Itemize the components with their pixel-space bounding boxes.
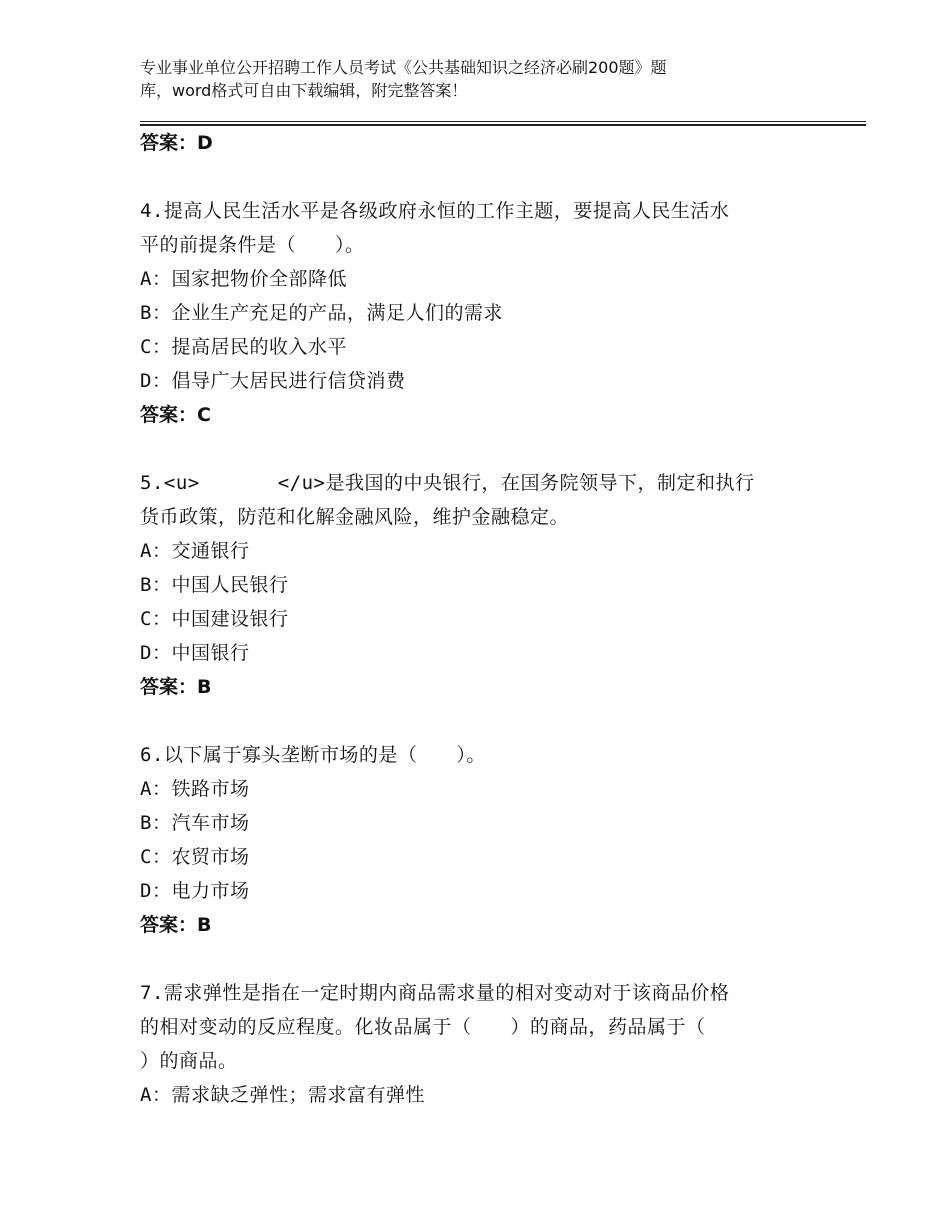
question-text: 的相对变动的反应程度。化妆品属于（ ）的商品，药品属于（: [140, 1016, 706, 1038]
question-text: 6.以下属于寡头垄断市场的是（ ）。: [140, 744, 486, 766]
option-a: A：国家把物价全部降低: [140, 268, 347, 290]
option-b: B：汽车市场: [140, 812, 250, 834]
document-body: [140, 126, 840, 1112]
option-d: D：中国银行: [140, 642, 250, 664]
question-4: [140, 194, 840, 432]
option-d: D：倡导广大居民进行信贷消费: [140, 370, 406, 392]
question-6: [140, 738, 840, 942]
option-a: A：铁路市场: [140, 778, 250, 800]
option-a: A：需求缺乏弹性；需求富有弹性: [140, 1084, 425, 1106]
answer-previous: 答案：D: [140, 132, 213, 154]
option-a: A：交通银行: [140, 540, 250, 562]
option-b: B：企业生产充足的产品，满足人们的需求: [140, 302, 503, 324]
option-c: C：农贸市场: [140, 846, 250, 868]
spacer: [140, 160, 840, 194]
question-text: 货币政策，防范和化解金融风险，维护金融稳定。: [140, 506, 570, 528]
header-divider-thin: [140, 121, 866, 122]
question-text: ）的商品。: [140, 1050, 238, 1072]
option-d: D：电力市场: [140, 880, 250, 902]
header-line-1: 专业事业单位公开招聘工作人员考试《公共基础知识之经济必刷200题》题: [140, 58, 667, 77]
option-c: C：提高居民的收入水平: [140, 336, 347, 358]
question-text: 4.提高人民生活水平是各级政府永恒的工作主题，要提高人民生活水: [140, 200, 730, 222]
question-text: 7.需求弹性是指在一定时期内商品需求量的相对变动对于该商品价格: [140, 982, 730, 1004]
option-c: C：中国建设银行: [140, 608, 289, 630]
spacer: [140, 704, 840, 738]
answer: 答案：B: [140, 914, 212, 936]
question-5: [140, 466, 840, 704]
document-header: [140, 56, 780, 102]
question-7: [140, 976, 840, 1112]
answer: 答案：C: [140, 404, 211, 426]
spacer: [140, 942, 840, 976]
header-line-2: 库，word格式可自由下载编辑，附完整答案！: [140, 81, 468, 100]
option-b: B：中国人民银行: [140, 574, 289, 596]
answer: 答案：B: [140, 676, 212, 698]
spacer: [140, 432, 840, 466]
question-text: 平的前提条件是（ ）。: [140, 234, 365, 256]
question-text: 5.<u> </u>是我国的中央银行，在国务院领导下，制定和执行: [140, 472, 755, 494]
